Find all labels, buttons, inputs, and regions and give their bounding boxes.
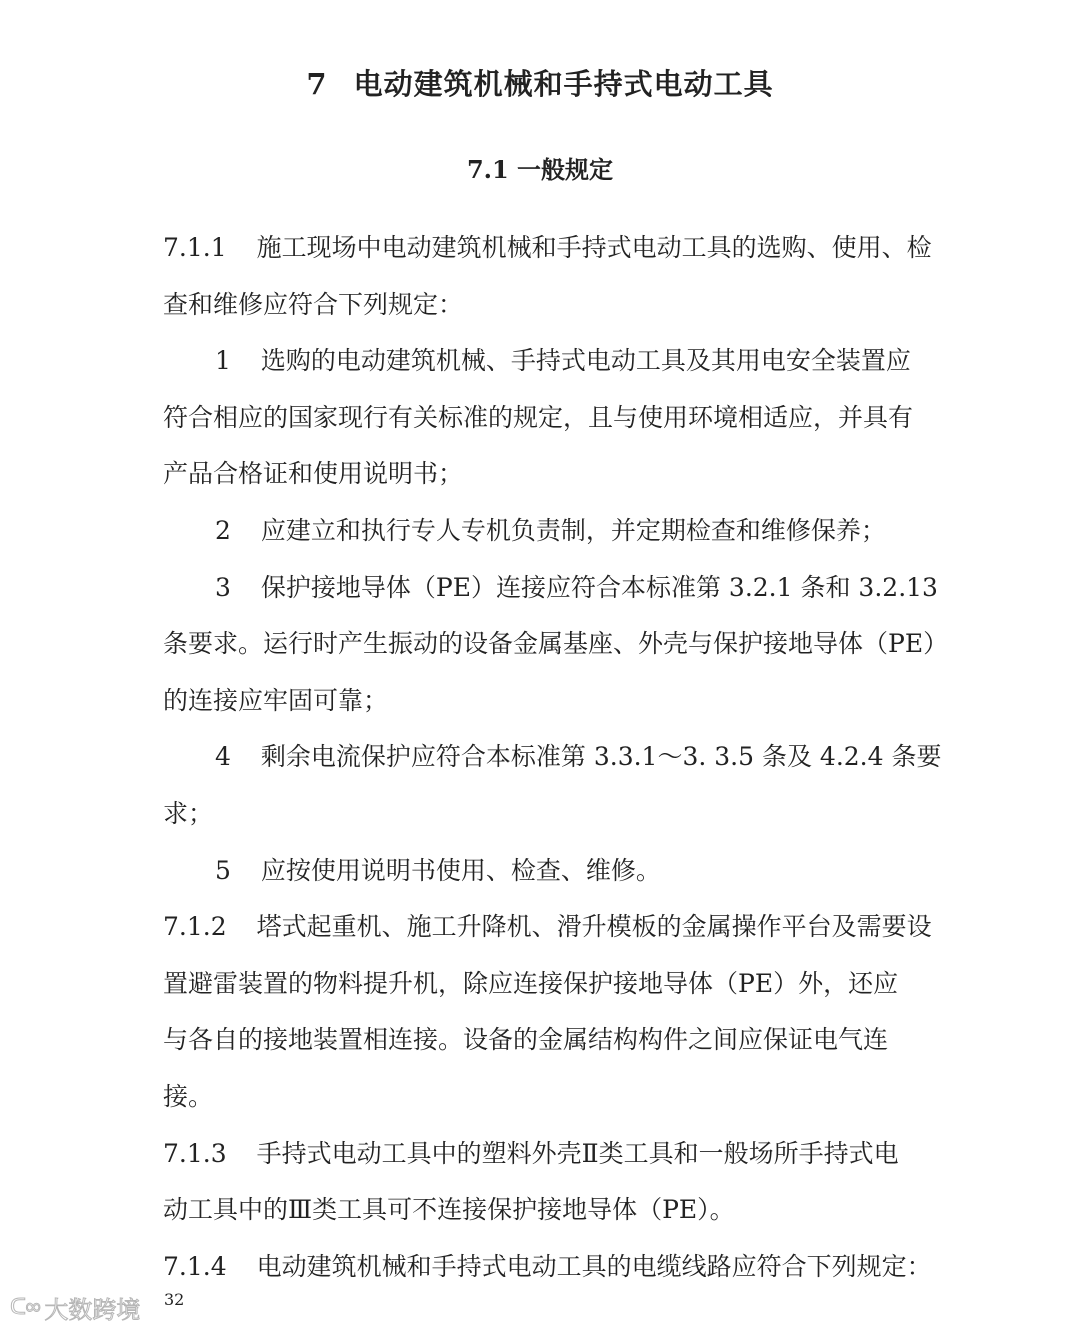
chapter-title-text: 电动建筑机械和手持式电动工具 [353,67,774,101]
text-line [163,786,923,843]
clause-number: 7.1.1 [163,233,227,262]
line-text: 保护接地导体（PE）连接应符合本标准第 3.2.1 条和 3.2.13 [260,572,938,602]
text-line [163,956,923,1013]
line-text: 电动建筑机械和手持式电动工具的电缆线路应符合下列规定： [256,1251,932,1281]
line-text: 剩余电流保护应符合本标准第 3.3.1～3. 3.5 条及 4.2.4 条要 [260,742,942,772]
line-text: 求； [163,798,214,828]
line-text: 查和维修应符合下列规定： [163,289,464,319]
line-text: 应按使用说明书使用、检查、维修。 [260,855,661,885]
section-title: 7.1 一般规定 [466,155,614,184]
clause-number: 7.1.2 [163,912,227,942]
text-line [163,729,942,786]
clause-number: 1 [215,346,231,376]
line-text: 与各自的接地装置相连接。设备的金属结构构件之间应保证电气连 [163,1025,889,1055]
line-text: 手持式电动工具中的塑料外壳Ⅱ类工具和一般场所手持式电 [256,1138,899,1168]
clause-number: 7.1.3 [163,1138,227,1168]
line-text: 塔式起重机、施工升降机、滑升模板的金属操作平台及需要设 [256,912,932,942]
text-line [163,899,932,956]
text-line [163,1239,932,1296]
watermark-logo-icon: ᑕ∞ [10,1295,41,1320]
text-line [163,673,923,730]
chapter-title [0,62,1080,103]
text-line [163,390,923,447]
text-line [163,1012,923,1069]
text-line [163,843,923,900]
watermark [10,1290,140,1325]
clause-number: 7.1.4 [163,1251,227,1281]
line-text: 施工现场中电动建筑机械和手持式电动工具的选购、使用、检 [256,233,932,262]
clause-number: 5 [215,855,231,885]
clause-number: 3 [215,572,231,602]
line-text: 的连接应牢固可靠； [163,685,389,715]
text-line [163,277,923,334]
line-text: 条要求。运行时产生振动的设备金属基座、外壳与保护接地导体（PE） [163,629,949,659]
watermark-text: 大数跨境 [44,1296,141,1324]
text-line [163,1069,923,1126]
text-line [163,333,923,390]
text-line [163,503,923,560]
line-text: 产品合格证和使用说明书； [163,459,464,489]
line-text: 置避雷装置的物料提升机，除应连接保护接地导体（PE）外，还应 [163,968,899,998]
chapter-number: 7 [306,67,328,101]
clause-number: 2 [215,515,231,545]
line-text: 接。 [163,1081,214,1111]
clause-number: 4 [215,742,231,772]
line-text: 选购的电动建筑机械、手持式电动工具及其用电安全装置应 [260,346,911,376]
line-text: 符合相应的国家现行有关标准的规定，且与使用环境相适应，并具有 [163,402,914,432]
text-line [163,446,923,503]
page-number: 32 [164,1290,185,1309]
line-text: 动工具中的Ⅲ类工具可不连接保护接地导体（PE）。 [163,1195,735,1225]
text-line [163,1126,923,1183]
document-body [163,220,949,1295]
text-line [163,1182,923,1239]
line-text: 应建立和执行专人专机负责制，并定期检查和维修保养； [260,515,886,545]
text-line [163,616,949,673]
text-line [163,560,938,617]
text-line [163,220,932,277]
